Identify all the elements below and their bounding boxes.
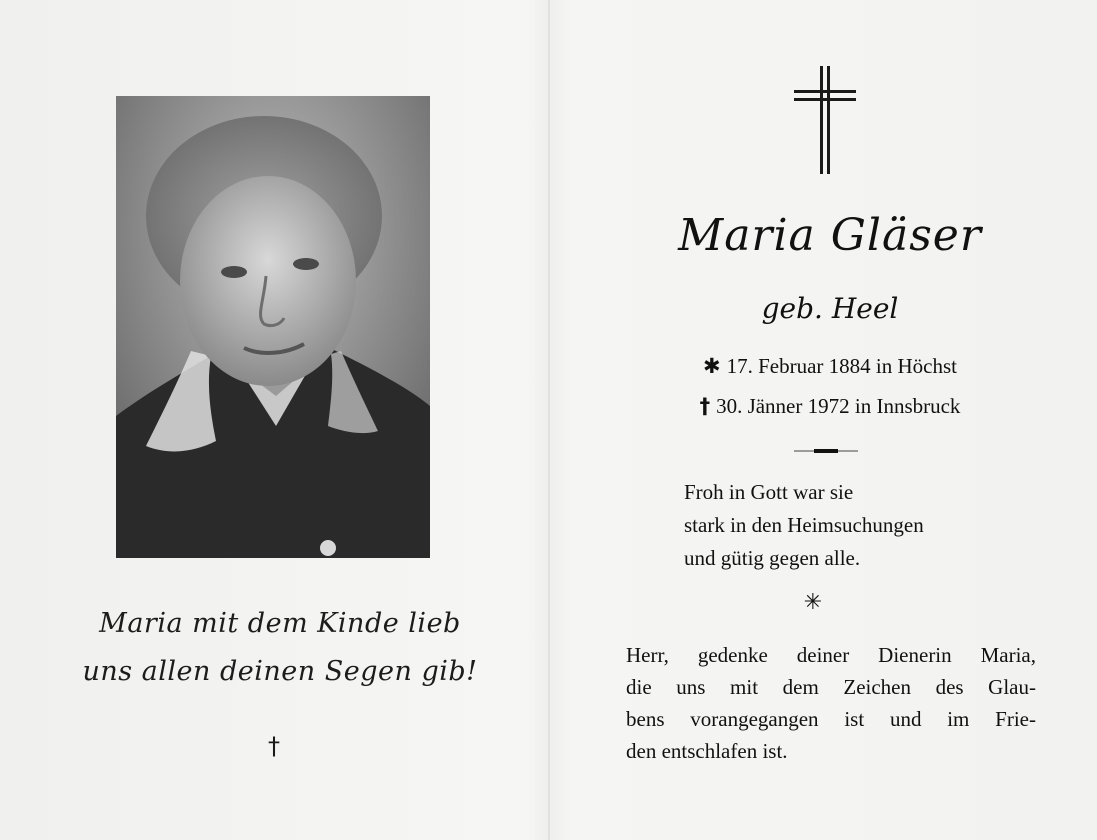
divider-ornament xyxy=(794,448,858,454)
prayer-left-line1: Maria mit dem Kinde lieb xyxy=(99,608,461,639)
prayer-left-line2: uns allen deinen Segen gib! xyxy=(82,656,478,687)
prayer-line: die uns mit dem Zeichen des Glau- xyxy=(626,675,1036,699)
birth-line xyxy=(620,354,1040,379)
death-line xyxy=(620,394,1040,419)
cross-icon xyxy=(792,64,858,176)
star-ornament-icon: ✳ xyxy=(803,590,823,615)
verse-line: stark in den Heimsuchungen xyxy=(684,513,924,537)
verse-line: Froh in Gott war sie xyxy=(684,480,854,504)
maiden-name: geb. Heel xyxy=(761,292,899,325)
card-fold xyxy=(548,0,550,840)
prayer-line: den entschlafen ist. xyxy=(626,739,788,763)
portrait-photo xyxy=(116,96,430,558)
birth-date: 17. Februar 1884 in Höchst xyxy=(726,354,957,378)
prayer-line: Herr, gedenke deiner Dienerin Maria, xyxy=(626,643,1036,667)
death-cross-icon: † xyxy=(699,394,711,418)
verse-line: und gütig gegen alle. xyxy=(684,546,861,570)
prayer-line: bens vorangegangen ist und im Frie- xyxy=(626,707,1036,731)
verse xyxy=(684,476,1024,575)
deceased-name: Maria Gläser xyxy=(678,210,982,261)
birth-star-icon: ✱ xyxy=(703,354,721,378)
small-cross-icon: † xyxy=(268,732,280,760)
prayer-right xyxy=(626,639,1036,767)
death-date: 30. Jänner 1972 in Innsbruck xyxy=(716,394,961,418)
